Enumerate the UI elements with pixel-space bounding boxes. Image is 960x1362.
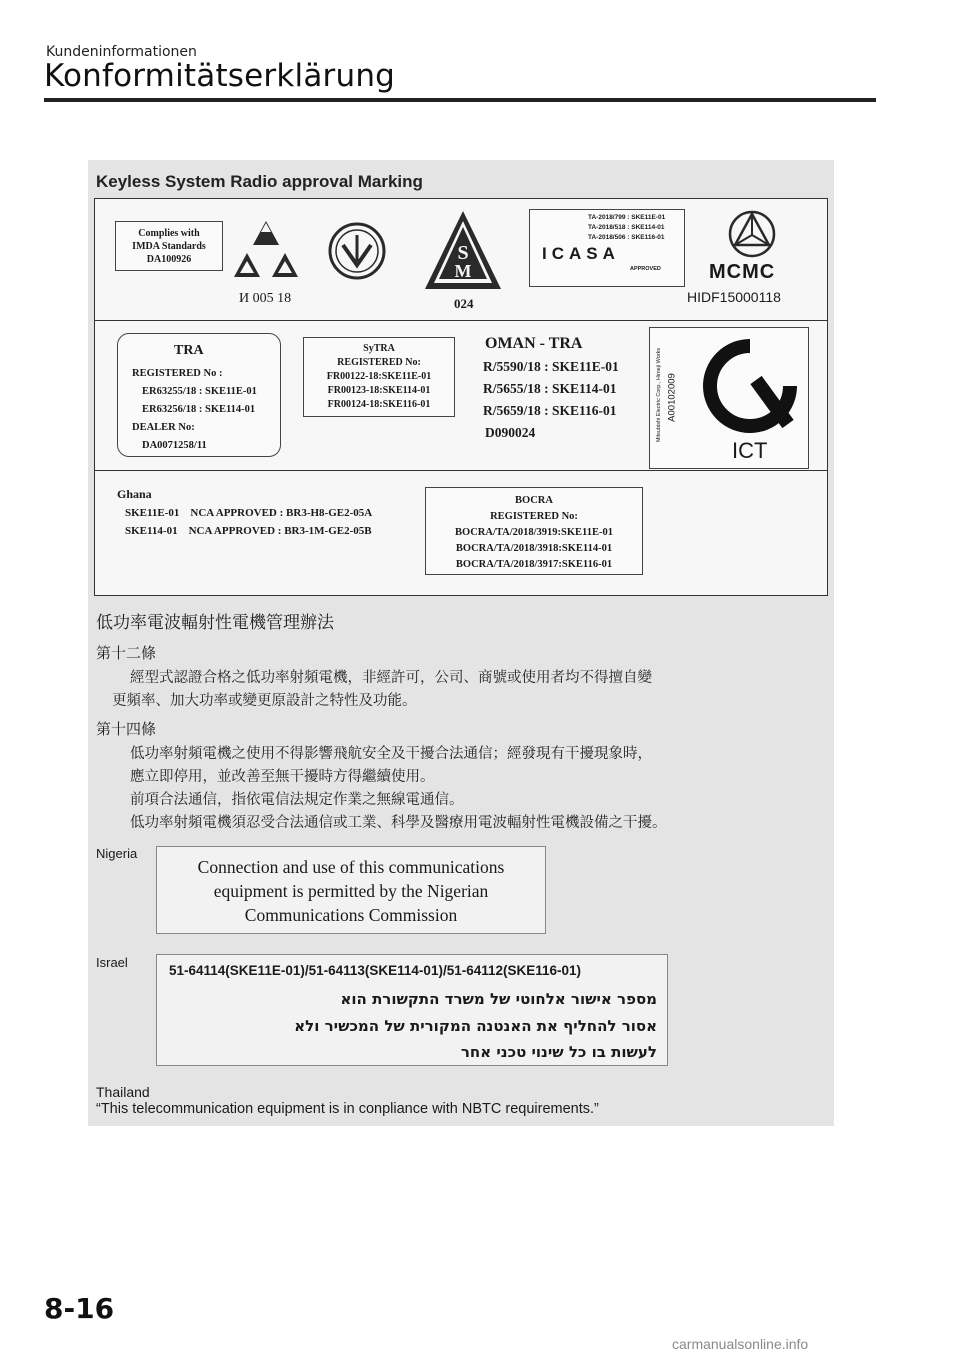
tra-title: TRA <box>174 343 204 358</box>
tra-line-4: DEALER No: <box>132 422 195 433</box>
taiwan-art14: 第十四條 <box>96 720 157 738</box>
sytra-line-1: SyTRA <box>363 343 395 354</box>
ict-code: A00102009 <box>666 373 678 422</box>
taiwan-art12: 第十二條 <box>96 644 157 662</box>
imda-line-1: Complies with <box>138 228 200 239</box>
bocra-line-1: BOCRA <box>515 495 553 506</box>
mcmc-code: HIDF15000118 <box>687 289 781 305</box>
israel-line-1: מספר אישור אלחוטי של משרד התקשורת הוא <box>340 990 657 1008</box>
nigeria-line-3: Communications Commission <box>244 905 458 925</box>
taiwan-title: 低功率電波輻射性電機管理辦法 <box>96 613 334 633</box>
header-rule <box>44 98 876 102</box>
ghana-line-1: SKE11E-01 NCA APPROVED : BR3-H8-GE2-05A <box>125 507 373 519</box>
taiwan-art14-line-4: 低功率射頻電機須忍受合法通信或工業、科學及醫療用電波輻射性電機設備之干擾。 <box>130 815 667 831</box>
taiwan-art14-line-3: 前項合法通信，指依電信法規定作業之無線電通信。 <box>130 792 464 808</box>
mcmc-star-logo-icon <box>727 209 777 259</box>
tra-line-1: REGISTERED No : <box>132 368 223 379</box>
icasa-line-1: TA-2018/799 : SKE11E-01 <box>588 214 666 221</box>
bocra-line-3: BOCRA/TA/2018/3919:SKE11E-01 <box>455 527 613 538</box>
ict-box <box>649 327 809 469</box>
tra-line-5: DA0071258/11 <box>142 440 207 451</box>
tra-line-2: ER63255/18 : SKE11E-01 <box>142 386 257 397</box>
israel-line-2: אסור להחליף את האנטנה המקורית של המכשיר ולא <box>294 1017 657 1035</box>
imda-box <box>115 221 223 271</box>
triangles-logo-icon <box>231 219 301 287</box>
page-number: 8-16 <box>44 1292 115 1325</box>
icasa-approved: APPROVED <box>630 266 661 272</box>
oman-title: OMAN - TRA <box>485 335 583 352</box>
imda-line-3: DA100926 <box>146 254 192 265</box>
ict-logo: ICT <box>732 438 768 463</box>
nigeria-line-1: Connection and use of this communications <box>197 857 505 877</box>
oman-line-3: R/5659/18 : SKE116-01 <box>483 403 617 418</box>
tra-box <box>117 333 281 457</box>
panel-certification-logos <box>94 198 828 322</box>
nigeria-label: Nigeria <box>96 846 138 861</box>
sytra-line-4: FR00123-18:SKE114-01 <box>327 385 431 396</box>
thailand-label: Thailand <box>96 1084 150 1100</box>
icasa-line-2: TA-2018/518 : SKE114-01 <box>588 224 665 231</box>
ghana-title: Ghana <box>117 487 152 501</box>
sytra-line-2: REGISTERED No: <box>337 357 421 368</box>
israel-code: 51-64114(SKE11E-01)/51-64113(SKE114-01)/51-64112(SKE116-01) <box>169 963 582 978</box>
icasa-box <box>529 209 685 287</box>
figure-title: Keyless System Radio approval Marking <box>96 172 423 191</box>
circle-check-logo-icon <box>327 221 387 281</box>
oman-line-4: D090024 <box>485 425 536 440</box>
svg-text:S: S <box>457 242 469 264</box>
taiwan-art12-line-2: 更頻率、加大功率或變更原設計之特性及功能。 <box>112 693 417 709</box>
eac-code: И 005 18 <box>239 291 292 306</box>
ict-q-logo-icon <box>702 338 798 434</box>
watermark: carmanualsonline.info <box>672 1336 809 1352</box>
ghana-line-2: SKE114-01 NCA APPROVED : BR3-1M-GE2-05B <box>125 525 372 537</box>
tra-line-3: ER63256/18 : SKE114-01 <box>142 404 256 415</box>
israel-label: Israel <box>96 955 128 970</box>
bocra-line-4: BOCRA/TA/2018/3918:SKE114-01 <box>455 543 613 554</box>
ict-side-text: Mitsubishi Electric Corp., Himeji Works <box>656 347 662 443</box>
taiwan-art14-line-1: 低功率射頻電機之使用不得影響飛航安全及干擾合法通信；經發現有干擾現象時， <box>130 746 652 762</box>
imda-line-2: IMDA Standards <box>132 241 206 252</box>
nigeria-line-2: equipment is permitted by the Nigerian <box>213 881 489 901</box>
panel-ghana-bocra <box>94 470 828 596</box>
sytra-box <box>303 337 455 417</box>
page-title: Konformitätserklärung <box>44 58 396 94</box>
svg-text:M: M <box>454 261 472 281</box>
israel-box <box>156 954 668 1066</box>
taiwan-art14-line-2: 應立即停用，並改善至無干擾時方得繼續使用。 <box>130 769 435 785</box>
bocra-line-5: BOCRA/TA/2018/3917:SKE116-01 <box>455 559 613 570</box>
bocra-box <box>425 487 643 575</box>
sytra-line-3: FR00122-18:SKE11E-01 <box>326 371 432 382</box>
saso-code: 024 <box>454 296 474 311</box>
sytra-line-5: FR00124-18:SKE116-01 <box>327 399 431 410</box>
sm-triangle-logo-icon <box>421 207 505 293</box>
panel-registrations <box>94 320 828 472</box>
mcmc-logo: MCMC <box>709 261 776 283</box>
icasa-logo: ICASA <box>542 244 620 263</box>
taiwan-art12-line-1: 經型式認證合格之低功率射頻電機，非經許可，公司、商號或使用者均不得擅自變 <box>130 670 652 686</box>
nigeria-box <box>156 846 546 934</box>
section-label: Kundeninformationen <box>46 44 197 60</box>
bocra-line-2: REGISTERED No: <box>490 511 578 522</box>
israel-line-3: לעשות בו כל שינוי טכני אחר <box>460 1043 657 1061</box>
oman-line-1: R/5590/18 : SKE11E-01 <box>483 359 619 374</box>
oman-line-2: R/5655/18 : SKE114-01 <box>483 381 617 396</box>
thailand-text: “This telecommunication equipment is in conpliance with NBTC requirements.” <box>96 1101 599 1117</box>
icasa-line-3: TA-2018/506 : SKE116-01 <box>588 234 665 241</box>
